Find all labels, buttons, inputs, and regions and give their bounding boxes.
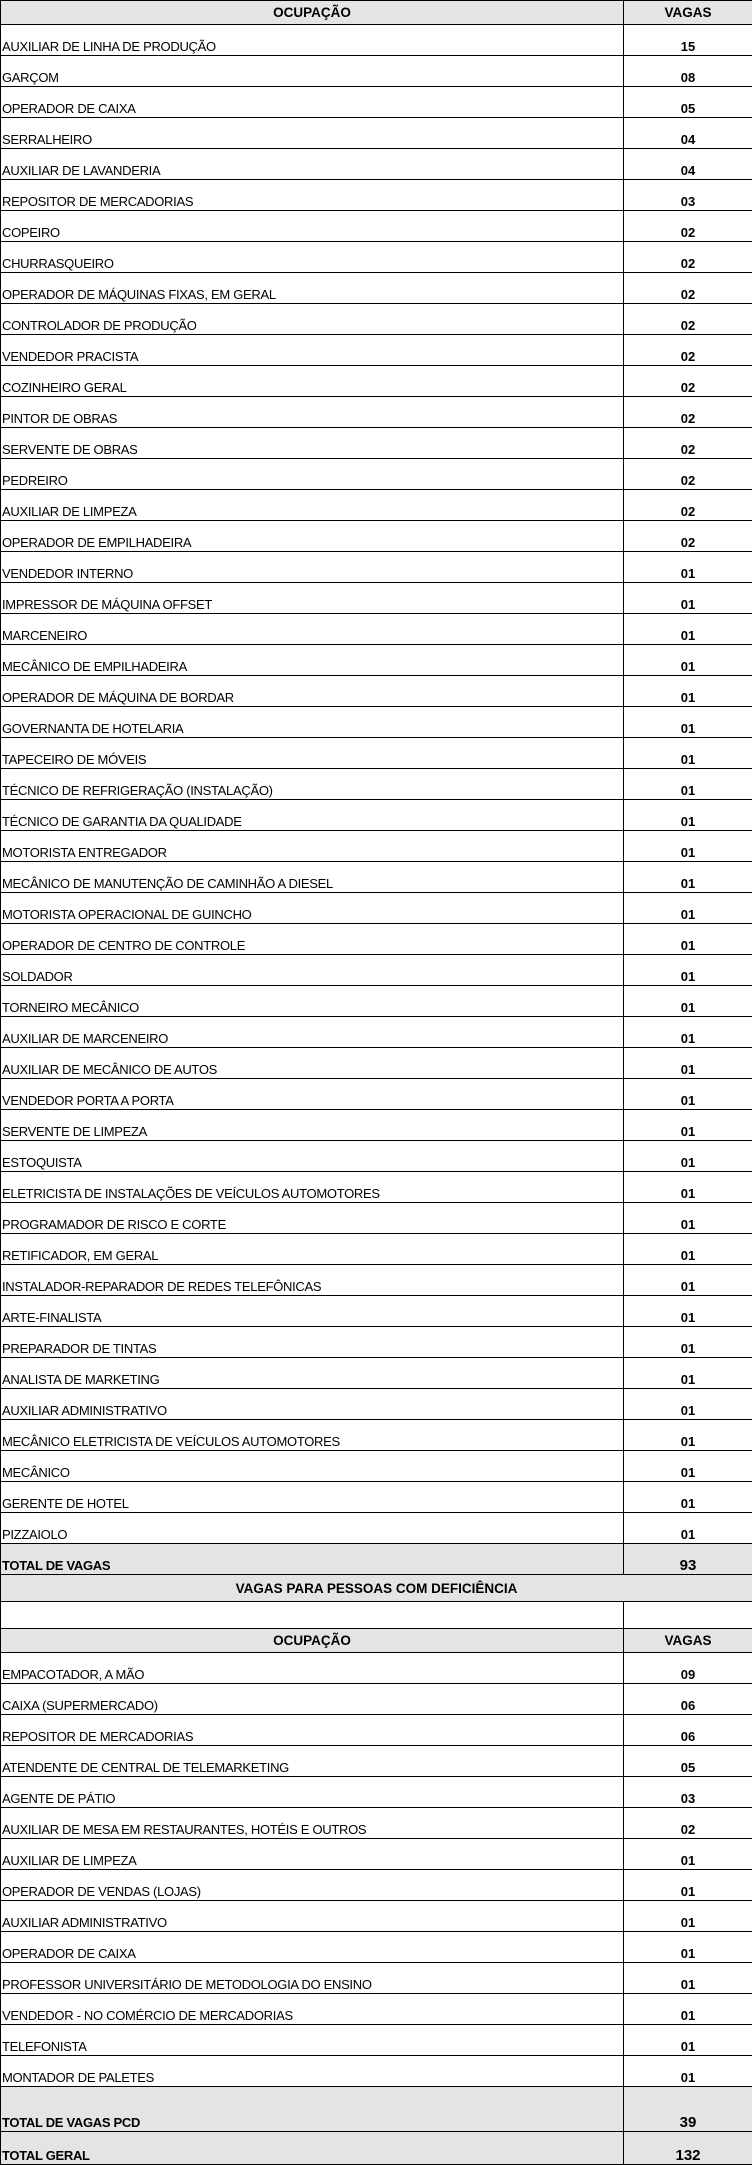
table-row	[1, 1234, 752, 1265]
table-row	[1, 1808, 752, 1839]
vacancies-cell: 05	[624, 87, 752, 118]
vacancies-cell: 01	[624, 893, 752, 924]
vacancies-cell: 01	[624, 1513, 752, 1544]
vacancies-cell: 02	[624, 242, 752, 273]
table-row	[1, 1963, 752, 1994]
grand-total-row	[1, 2132, 752, 2165]
table-row	[1, 459, 752, 490]
vacancies-cell: 01	[624, 1963, 752, 1994]
table-row	[1, 2056, 752, 2087]
table-row	[1, 56, 752, 87]
occupation-cell: OPERADOR DE CAIXA	[1, 87, 624, 118]
vacancies-cell: 01	[624, 924, 752, 955]
vacancies-cell: 01	[624, 986, 752, 1017]
table-row	[1, 1451, 752, 1482]
table-row	[1, 955, 752, 986]
table-row	[1, 1746, 752, 1777]
table-row	[1, 1017, 752, 1048]
table-row	[1, 1203, 752, 1234]
vacancies-cell: 01	[624, 1389, 752, 1420]
occupation-cell: PINTOR DE OBRAS	[1, 397, 624, 428]
table-row	[1, 800, 752, 831]
table-row	[1, 583, 752, 614]
vacancies-cell: 02	[624, 428, 752, 459]
occupation-cell: AUXILIAR DE LINHA DE PRODUÇÃO	[1, 25, 624, 56]
table-row	[1, 180, 752, 211]
occupation-cell: AGENTE DE PÁTIO	[1, 1777, 624, 1808]
occupation-cell: VENDEDOR - NO COMÉRCIO DE MERCADORIAS	[1, 1994, 624, 2025]
table-row	[1, 2025, 752, 2056]
occupation-cell: SERRALHEIRO	[1, 118, 624, 149]
table-row	[1, 1079, 752, 1110]
table-row	[1, 211, 752, 242]
occupation-cell: SERVENTE DE LIMPEZA	[1, 1110, 624, 1141]
occupation-cell: TORNEIRO MECÂNICO	[1, 986, 624, 1017]
vacancies-cell: 06	[624, 1715, 752, 1746]
vacancies-cell: 01	[624, 583, 752, 614]
table-row	[1, 428, 752, 459]
vacancies-cell: 04	[624, 149, 752, 180]
occupation-cell: CAIXA (SUPERMERCADO)	[1, 1684, 624, 1715]
occupation-cell: TÉCNICO DE REFRIGERAÇÃO (INSTALAÇÃO)	[1, 769, 624, 800]
total-value: 93	[624, 1544, 752, 1575]
occupation-cell: MECÂNICO ELETRICISTA DE VEÍCULOS AUTOMOTORES	[1, 1420, 624, 1451]
vacancies-cell: 01	[624, 1234, 752, 1265]
occupation-cell: MONTADOR DE PALETES	[1, 2056, 624, 2087]
occupation-header: OCUPAÇÃO	[1, 1, 624, 25]
table-row	[1, 1141, 752, 1172]
grand-total-value: 132	[624, 2132, 752, 2165]
occupation-cell: SOLDADOR	[1, 955, 624, 986]
table-row	[1, 335, 752, 366]
table-row	[1, 1048, 752, 1079]
vacancies-cell: 02	[624, 397, 752, 428]
table-row	[1, 676, 752, 707]
vacancies-cell: 02	[624, 211, 752, 242]
vacancies-cell: 01	[624, 1451, 752, 1482]
vacancies-cell: 01	[624, 552, 752, 583]
vacancies-cell: 02	[624, 273, 752, 304]
table-row	[1, 552, 752, 583]
table-row	[1, 1932, 752, 1963]
table-row	[1, 769, 752, 800]
table-row	[1, 1296, 752, 1327]
table-row	[1, 242, 752, 273]
vacancies-cell: 01	[624, 1172, 752, 1203]
table-row	[1, 893, 752, 924]
table-row	[1, 1839, 752, 1870]
table-row	[1, 25, 752, 56]
occupation-cell: REPOSITOR DE MERCADORIAS	[1, 1715, 624, 1746]
vacancies-cell: 01	[624, 2056, 752, 2087]
pcd-section-title: VAGAS PARA PESSOAS COM DEFICIÊNCIA	[1, 1575, 752, 1602]
vacancies-cell: 09	[624, 1653, 752, 1684]
table-row	[1, 1172, 752, 1203]
table-row	[1, 366, 752, 397]
occupation-cell: COZINHEIRO GERAL	[1, 366, 624, 397]
pcd-occupation-header: OCUPAÇÃO	[1, 1629, 624, 1653]
occupation-cell: GERENTE DE HOTEL	[1, 1482, 624, 1513]
vacancies-cell: 01	[624, 1265, 752, 1296]
vacancies-cell: 03	[624, 180, 752, 211]
vacancies-cell: 01	[624, 831, 752, 862]
occupation-cell: ELETRICISTA DE INSTALAÇÕES DE VEÍCULOS AUTOMOTORES	[1, 1172, 624, 1203]
vacancies-cell: 02	[624, 521, 752, 552]
vacancies-cell: 01	[624, 1420, 752, 1451]
vacancies-cell: 02	[624, 1808, 752, 1839]
occupation-cell: AUXILIAR DE MARCENEIRO	[1, 1017, 624, 1048]
occupation-cell: AUXILIAR DE LIMPEZA	[1, 490, 624, 521]
table-row	[1, 1901, 752, 1932]
occupation-cell: SERVENTE DE OBRAS	[1, 428, 624, 459]
vacancies-cell: 02	[624, 490, 752, 521]
occupation-cell: PREPARADOR DE TINTAS	[1, 1327, 624, 1358]
occupation-cell: COPEIRO	[1, 211, 624, 242]
occupation-cell: MECÂNICO DE MANUTENÇÃO DE CAMINHÃO A DIESEL	[1, 862, 624, 893]
occupation-cell: EMPACOTADOR, A MÃO	[1, 1653, 624, 1684]
occupation-cell: ARTE-FINALISTA	[1, 1296, 624, 1327]
table-row	[1, 521, 752, 552]
vacancies-cell: 01	[624, 1994, 752, 2025]
table-row	[1, 1265, 752, 1296]
vacancies-cell: 01	[624, 1327, 752, 1358]
table-row	[1, 149, 752, 180]
vacancies-cell: 01	[624, 645, 752, 676]
vacancies-cell: 02	[624, 335, 752, 366]
table-row	[1, 1715, 752, 1746]
table-row	[1, 1389, 752, 1420]
occupation-cell: AUXILIAR DE MECÂNICO DE AUTOS	[1, 1048, 624, 1079]
occupation-cell: OPERADOR DE MÁQUINA DE BORDAR	[1, 676, 624, 707]
occupation-cell: MOTORISTA ENTREGADOR	[1, 831, 624, 862]
vacancies-cell: 01	[624, 1839, 752, 1870]
table-header	[1, 1, 752, 25]
vacancies-cell: 01	[624, 1932, 752, 1963]
table-row	[1, 1653, 752, 1684]
vacancy-rows	[1, 25, 752, 1544]
vacancies-cell: 01	[624, 614, 752, 645]
vacancies-cell: 02	[624, 459, 752, 490]
table-row	[1, 1870, 752, 1901]
blank-cell	[1, 1602, 624, 1629]
vacancies-cell: 01	[624, 1048, 752, 1079]
occupation-cell: AUXILIAR DE LAVANDERIA	[1, 149, 624, 180]
table-row	[1, 1513, 752, 1544]
occupation-cell: INSTALADOR-REPARADOR DE REDES TELEFÔNICAS	[1, 1265, 624, 1296]
occupation-cell: PROFESSOR UNIVERSITÁRIO DE METODOLOGIA DO ENSINO	[1, 1963, 624, 1994]
occupation-cell: IMPRESSOR DE MÁQUINA OFFSET	[1, 583, 624, 614]
vacancies-cell: 01	[624, 707, 752, 738]
table-row	[1, 738, 752, 769]
occupation-cell: RETIFICADOR, EM GERAL	[1, 1234, 624, 1265]
vacancies-cell: 01	[624, 738, 752, 769]
table-row	[1, 118, 752, 149]
table-row	[1, 924, 752, 955]
pcd-vacancy-rows	[1, 1653, 752, 2087]
table-row	[1, 1777, 752, 1808]
occupation-cell: ESTOQUISTA	[1, 1141, 624, 1172]
table-row	[1, 397, 752, 428]
occupation-cell: GARÇOM	[1, 56, 624, 87]
occupation-cell: CHURRASQUEIRO	[1, 242, 624, 273]
occupation-cell: TÉCNICO DE GARANTIA DA QUALIDADE	[1, 800, 624, 831]
vacancies-cell: 04	[624, 118, 752, 149]
vacancies-cell: 01	[624, 1203, 752, 1234]
vacancies-cell: 01	[624, 1079, 752, 1110]
vacancies-cell: 01	[624, 1870, 752, 1901]
pcd-total-value: 39	[624, 2087, 752, 2132]
occupation-cell: AUXILIAR DE LIMPEZA	[1, 1839, 624, 1870]
occupation-cell: OPERADOR DE CAIXA	[1, 1932, 624, 1963]
table-row	[1, 986, 752, 1017]
occupation-cell: GOVERNANTA DE HOTELARIA	[1, 707, 624, 738]
occupation-cell: AUXILIAR DE MESA EM RESTAURANTES, HOTÉIS E OUTROS	[1, 1808, 624, 1839]
occupation-cell: VENDEDOR PRACISTA	[1, 335, 624, 366]
occupation-cell: MARCENEIRO	[1, 614, 624, 645]
vacancies-cell: 02	[624, 366, 752, 397]
occupation-cell: MECÂNICO DE EMPILHADEIRA	[1, 645, 624, 676]
table-row	[1, 1327, 752, 1358]
pcd-vacancies-header: VAGAS	[624, 1629, 752, 1653]
table-row	[1, 304, 752, 335]
vacancies-cell: 01	[624, 1110, 752, 1141]
occupation-cell: ATENDENTE DE CENTRAL DE TELEMARKETING	[1, 1746, 624, 1777]
vacancies-cell: 01	[624, 800, 752, 831]
vacancies-cell: 01	[624, 1296, 752, 1327]
pcd-section-title-row	[1, 1575, 752, 1602]
occupation-cell: VENDEDOR INTERNO	[1, 552, 624, 583]
vacancies-cell: 01	[624, 2025, 752, 2056]
grand-total-label: TOTAL GERAL	[1, 2132, 624, 2165]
vacancies-cell: 01	[624, 1482, 752, 1513]
table-row	[1, 1994, 752, 2025]
vacancies-header: VAGAS	[624, 1, 752, 25]
occupation-cell: OPERADOR DE MÁQUINAS FIXAS, EM GERAL	[1, 273, 624, 304]
vacancies-cell: 01	[624, 862, 752, 893]
vacancies-cell: 08	[624, 56, 752, 87]
occupation-cell: PIZZAIOLO	[1, 1513, 624, 1544]
blank-cell	[624, 1602, 752, 1629]
occupation-cell: OPERADOR DE EMPILHADEIRA	[1, 521, 624, 552]
vacancies-cell: 05	[624, 1746, 752, 1777]
occupation-cell: AUXILIAR ADMINISTRATIVO	[1, 1901, 624, 1932]
table-row	[1, 645, 752, 676]
vacancies-cell: 02	[624, 304, 752, 335]
occupation-cell: OPERADOR DE VENDAS (LOJAS)	[1, 1870, 624, 1901]
table-row	[1, 1684, 752, 1715]
vacancies-cell: 15	[624, 25, 752, 56]
vacancies-cell: 01	[624, 676, 752, 707]
vacancies-cell: 01	[624, 1141, 752, 1172]
occupation-cell: TELEFONISTA	[1, 2025, 624, 2056]
occupation-cell: TAPECEIRO DE MÓVEIS	[1, 738, 624, 769]
table-row	[1, 490, 752, 521]
total-row	[1, 1544, 752, 1575]
occupation-cell: VENDEDOR PORTA A PORTA	[1, 1079, 624, 1110]
table-row	[1, 1110, 752, 1141]
total-label: TOTAL DE VAGAS	[1, 1544, 624, 1575]
occupation-cell: PEDREIRO	[1, 459, 624, 490]
occupation-cell: PROGRAMADOR DE RISCO E CORTE	[1, 1203, 624, 1234]
pcd-table-header	[1, 1629, 752, 1653]
vacancies-cell: 03	[624, 1777, 752, 1808]
blank-row	[1, 1602, 752, 1629]
occupation-cell: MECÂNICO	[1, 1451, 624, 1482]
vacancies-cell: 01	[624, 1358, 752, 1389]
vacancies-cell: 01	[624, 769, 752, 800]
occupation-cell: MOTORISTA OPERACIONAL DE GUINCHO	[1, 893, 624, 924]
table-row	[1, 1420, 752, 1451]
vacancies-cell: 01	[624, 955, 752, 986]
vacancies-cell: 01	[624, 1901, 752, 1932]
occupation-cell: OPERADOR DE CENTRO DE CONTROLE	[1, 924, 624, 955]
table-row	[1, 1482, 752, 1513]
vacancies-cell: 06	[624, 1684, 752, 1715]
table-row	[1, 707, 752, 738]
occupation-cell: AUXILIAR ADMINISTRATIVO	[1, 1389, 624, 1420]
occupation-cell: ANALISTA DE MARKETING	[1, 1358, 624, 1389]
table-row	[1, 1358, 752, 1389]
occupation-cell: REPOSITOR DE MERCADORIAS	[1, 180, 624, 211]
table-row	[1, 614, 752, 645]
table-row	[1, 273, 752, 304]
pcd-total-label: TOTAL DE VAGAS PCD	[1, 2087, 624, 2132]
occupation-cell: CONTROLADOR DE PRODUÇÃO	[1, 304, 624, 335]
table-row	[1, 87, 752, 118]
table-row	[1, 831, 752, 862]
table-row	[1, 862, 752, 893]
vacancies-cell: 01	[624, 1017, 752, 1048]
pcd-total-row	[1, 2087, 752, 2132]
